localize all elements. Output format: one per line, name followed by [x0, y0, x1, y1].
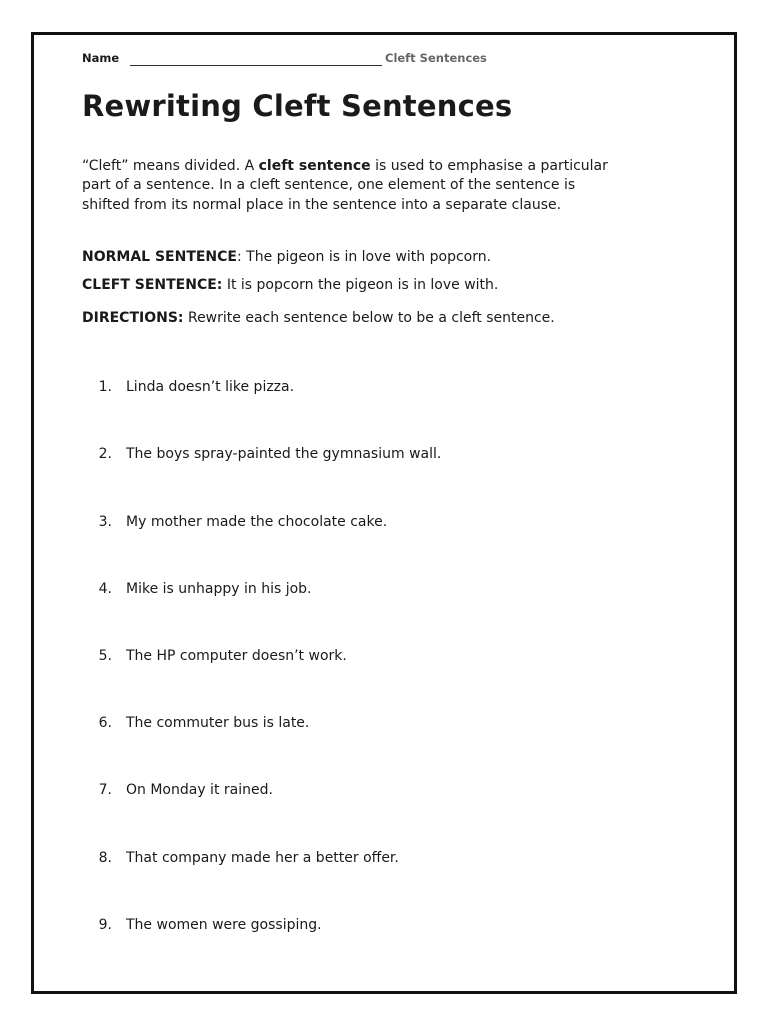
exercise-sentence: Linda doesn’t like pizza. [126, 379, 295, 395]
intro-text-end: is used to emphasise a particular part of a sentence. In a cleft sentence, one element of the sentence is shifted from its normal place in the sentence into a separate clause. [82, 158, 608, 213]
exercise-number: 6. [98, 715, 112, 731]
exercise-sentence: The HP computer doesn’t work. [126, 648, 347, 664]
name-label: Name [82, 51, 120, 65]
worksheet-page [31, 32, 737, 994]
exercise-number: 8. [98, 850, 112, 866]
exercise-sentence: The boys spray-painted the gymnasium wall. [126, 446, 442, 462]
worksheet-topic: Cleft Sentences [385, 51, 487, 65]
cleft-sentence-text: It is popcorn the pigeon is in love with. [222, 277, 499, 293]
exercise-sentence: On Monday it rained. [126, 782, 273, 798]
normal-sentence-text: : The pigeon is in love with popcorn. [237, 249, 492, 265]
exercise-number: 9. [98, 917, 112, 933]
intro-text-start: “Cleft” means divided. A [82, 158, 259, 174]
exercise-number: 4. [98, 581, 112, 597]
page-title: Rewriting Cleft Sentences [82, 89, 513, 123]
exercise-number: 2. [98, 446, 112, 462]
exercise-number: 1. [98, 379, 112, 395]
exercise-list [34, 35, 734, 991]
intro-bold-term: cleft sentence [258, 158, 371, 174]
exercise-number: 5. [98, 648, 112, 664]
exercise-sentence: My mother made the chocolate cake. [126, 514, 388, 530]
exercise-number: 7. [98, 782, 112, 798]
exercise-number: 3. [98, 514, 112, 530]
exercise-sentence: That company made her a better offer. [126, 850, 399, 866]
exercise-sentence: The women were gossiping. [126, 917, 322, 933]
directions-label: DIRECTIONS: [82, 310, 184, 326]
exercise-sentence: The commuter bus is late. [126, 715, 310, 731]
directions-text: Rewrite each sentence below to be a cleft sentence. [183, 310, 555, 326]
normal-sentence-label: NORMAL SENTENCE [82, 249, 237, 265]
cleft-sentence-label: CLEFT SENTENCE: [82, 277, 223, 293]
exercise-sentence: Mike is unhappy in his job. [126, 581, 312, 597]
